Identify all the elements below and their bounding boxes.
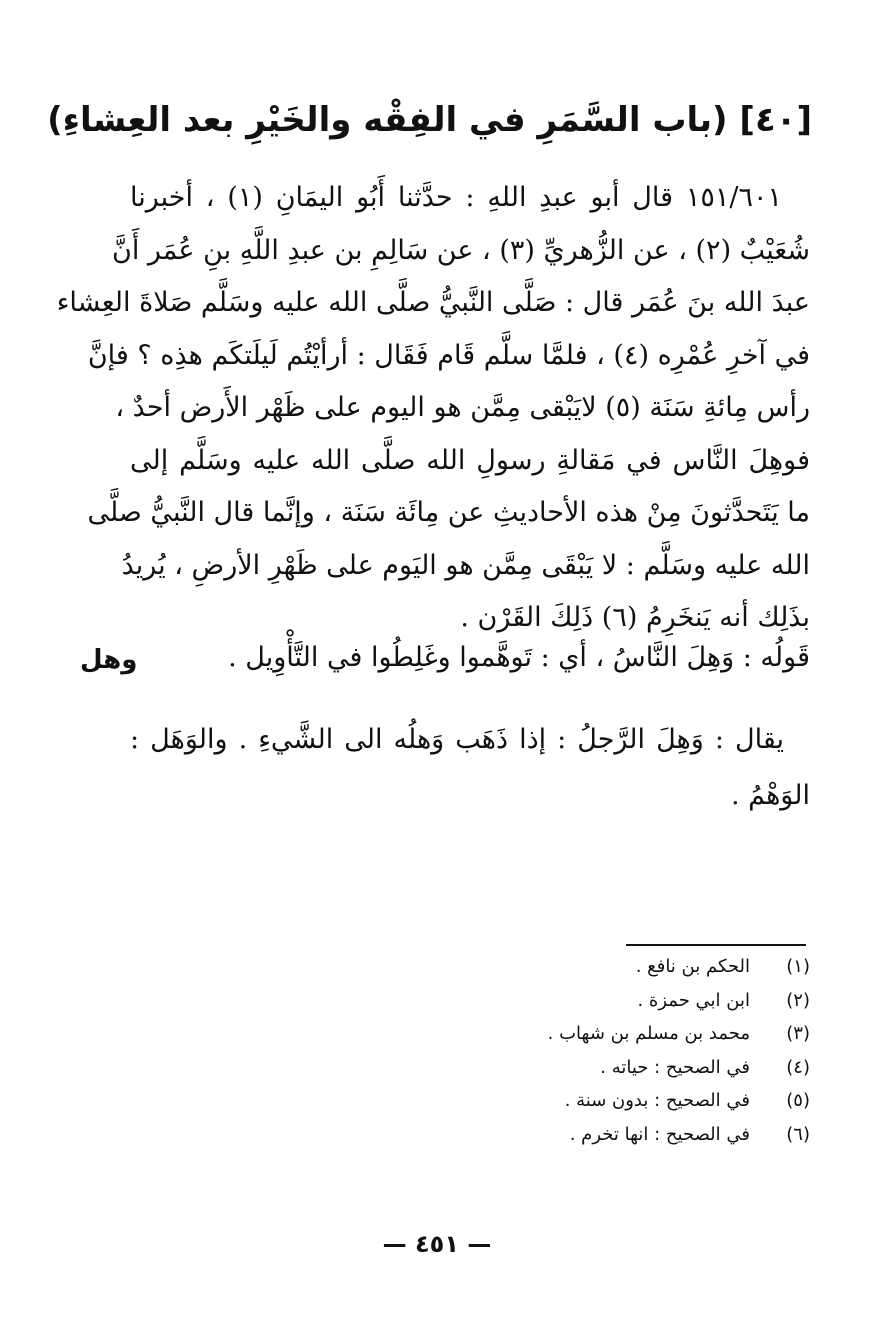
footnote bbox=[390, 950, 810, 984]
hadith-line: شُعَيْبٌ (٢) ، عن الزُّهريِّ (٣) ، عن سَالِمِ بن عبدِ اللَّهِ بنِ عُمَر أَنَّ bbox=[112, 234, 810, 266]
footnote-text: في الصحيح : انها تخرم . bbox=[569, 1123, 750, 1145]
explanation-text bbox=[130, 712, 810, 824]
footnote bbox=[390, 1051, 810, 1085]
footnote-separator bbox=[626, 944, 806, 946]
footnote-text: في الصحيح : حياته . bbox=[600, 1056, 750, 1078]
explanation-line: الوَهْمُ . bbox=[730, 780, 810, 811]
hadith-line: في آخرِ عُمْرِه (٤) ، فلمَّا سلَّم قَام فَقَال : أرأيْتُم لَيلَتكَم هذِه ؟ فإنَّ bbox=[87, 339, 810, 371]
hadith-text bbox=[56, 172, 810, 645]
margin-note: وهل bbox=[80, 645, 138, 675]
footnote-number: (٥) bbox=[786, 1090, 810, 1111]
explanation-line: يقال : وَهِلَ الرَّجلُ : إذا ذَهَب وَهلُه الى الشَّيءِ . والوَهَل : bbox=[130, 724, 784, 755]
hadith-line: بذَلِك أنه يَنخَرِمُ (٦) ذَلِكَ القَرْن . bbox=[460, 602, 810, 633]
hadith-line: رأس مِائةِ سَنَة (٥) لايَبْقى مِمَّن هو اليوم على ظَهْر الأَرض أحدٌ ، bbox=[115, 392, 810, 423]
hadith-line: الله عليه وسَلَّم : لا يَبْقَى مِمَّن هو اليَوم على ظَهْرِ الأرضِ ، يُريدُ bbox=[121, 549, 810, 581]
footnote bbox=[390, 1118, 810, 1152]
footnote-number: (٢) bbox=[786, 989, 810, 1011]
chapter-heading: [٤٠] (باب السَّمَرِ في الفِقْه والخَيْرِ بعد العِشاءِ) bbox=[47, 100, 812, 140]
footnote-text: ابن ابي حمزة . bbox=[637, 989, 750, 1011]
page-number: — ٤٥١ — bbox=[382, 1230, 492, 1258]
hadith-line: ما يَتَحدَّثونَ مِنْ هذه الأحاديثِ عن مِائَة سَنَة ، وإنَّما قال النَّبيُّ صلَّى bbox=[87, 497, 810, 528]
hadith-line: عبدَ الله بنَ عُمَر قال : صَلَّى النَّبيُّ صلَّى الله عليه وسَلَّم صَلاةَ العِشاء bbox=[56, 287, 810, 318]
footnote-number: (٦) bbox=[786, 1123, 810, 1145]
footnote-number: (١) bbox=[786, 956, 810, 977]
footnote-number: (٣) bbox=[786, 1023, 810, 1044]
footnote-text: في الصحيح : بدون سنة . bbox=[564, 1090, 750, 1111]
hadith-line: فوهِلَ النَّاس في مَقالةِ رسولِ الله صلَّى الله عليه وسَلَّم إلى bbox=[130, 444, 810, 476]
footnote bbox=[390, 1084, 810, 1118]
footnote bbox=[390, 1017, 810, 1051]
footnote-text: الحكم بن نافع . bbox=[635, 956, 750, 977]
footnote-number: (٤) bbox=[786, 1056, 810, 1078]
hadith-line: ١٥١/٦٠١ قال أبو عبدِ اللهِ : حدَّثنا أَبُو اليمَانِ (١) ، أخبرنا bbox=[130, 182, 782, 213]
footnote bbox=[390, 984, 810, 1018]
footnotes-list bbox=[390, 950, 810, 1151]
gloss-line: قَولُه : وَهِلَ النَّاسُ ، أي : تَوهَّموا وغَلِطُوا في التَّأْوِيل . bbox=[228, 642, 810, 673]
footnote-text: محمد بن مسلم بن شهاب . bbox=[547, 1023, 750, 1044]
